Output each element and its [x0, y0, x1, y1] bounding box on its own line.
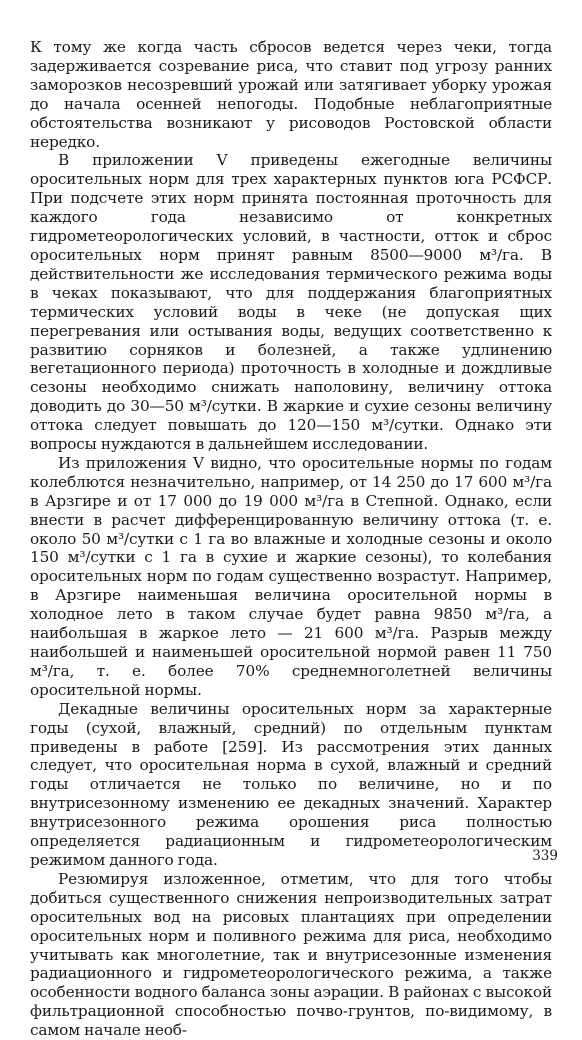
paragraph-5: Резюмируя изложенное, отметим, что для того чтобы добиться существенного снижения непроизводительных затрат оросительных вод на рисовых плантациях при определении оросительных норм и поливного режима для риса, необходимо учитывать как многолетние, так и внутрисезонные изменения радиационного и гидрометеорологического режима, а также особенности водного баланса зоны аэрации. В районах с высокой фильтрационной способностью почво-грунтов, по-видимому, в самом начале необ- [30, 869, 552, 1040]
paragraph-4: Декадные величины оросительных норм за характерные годы (сухой, влажный, средний) по отдельным пунктам приведены в работе [259]. Из рассмотрения этих данных следует, что оросительная норма в сухой, влажный и средний годы отличается не только по величине, но и по внутрисезонному изменению ее декадных значений. Характер внутрисезонного режима орошения риса полностью определяется радиационным и гидрометеорологическим режимом данного года. [30, 699, 552, 869]
paragraph-1: К тому же когда часть сбросов ведется через чеки, тогда задерживается созревание риса, что ставит под угрозу ранних заморозков несозревший урожай или затягивает уборку урожая до начала осенней непогоды. Подобные неблагоприятные обстоятельства возникают у рисоводов Ростовской области нередко. [30, 38, 552, 151]
paragraph-2: В приложении V приведены ежегодные величины оросительных норм для трех характерных пунктов юга РСФСР. При подсчете этих норм принята постоянная проточность для каждого года независимо от конкретных гидрометеорологических условий, в частности, отток и сброс оросительных норм принят равным 8500—9000 м³/га. В действительности же исследования термического режима воды в чеках показывают, что для поддержания благоприятных термических условий воды в чеке (не допуская щих перегревания или остывания воды, ведущих соответственно к развитию сорняков и болезней, а также удлинению вегетационного периода) проточность в холодные и дождливые сезоны необходимо снижать наполовину, величину оттока доводить до 30—50 м³/сутки. В жаркие и сухие сезоны величину оттока следует повышать до 120—150 м³/сутки. Однако эти вопросы нуждаются в дальнейшем исследовании. [30, 151, 552, 454]
paragraph-3: Из приложения V видно, что оросительные нормы по годам колеблются незначительно, например, от 14 250 до 17 600 м³/га в Арзгире и от 17 000 до 19 000 м³/га в Степной. Однако, если внести в расчет дифференцированную величину оттока (т. е. около 50 м³/сутки с 1 га во влажные и холодные сезоны и около 150 м³/сутки с 1 га в сухие и жаркие сезоны), то колебания оросительных норм по годам существенно возрастут. Например, в Арзгире наименьшая величина оросительной нормы в холодное лето в таком случае будет равна 9850 м³/га, а наибольшая в жаркое лето — 21 600 м³/га. Разрыв между наибольшей и наименьшей оросительной нормой равен 11 750 м³/га, т. е. более 70% среднемноголетней величины оросительной нормы. [30, 453, 552, 699]
page-number: 339 [532, 848, 558, 864]
page-body [30, 38, 552, 1040]
